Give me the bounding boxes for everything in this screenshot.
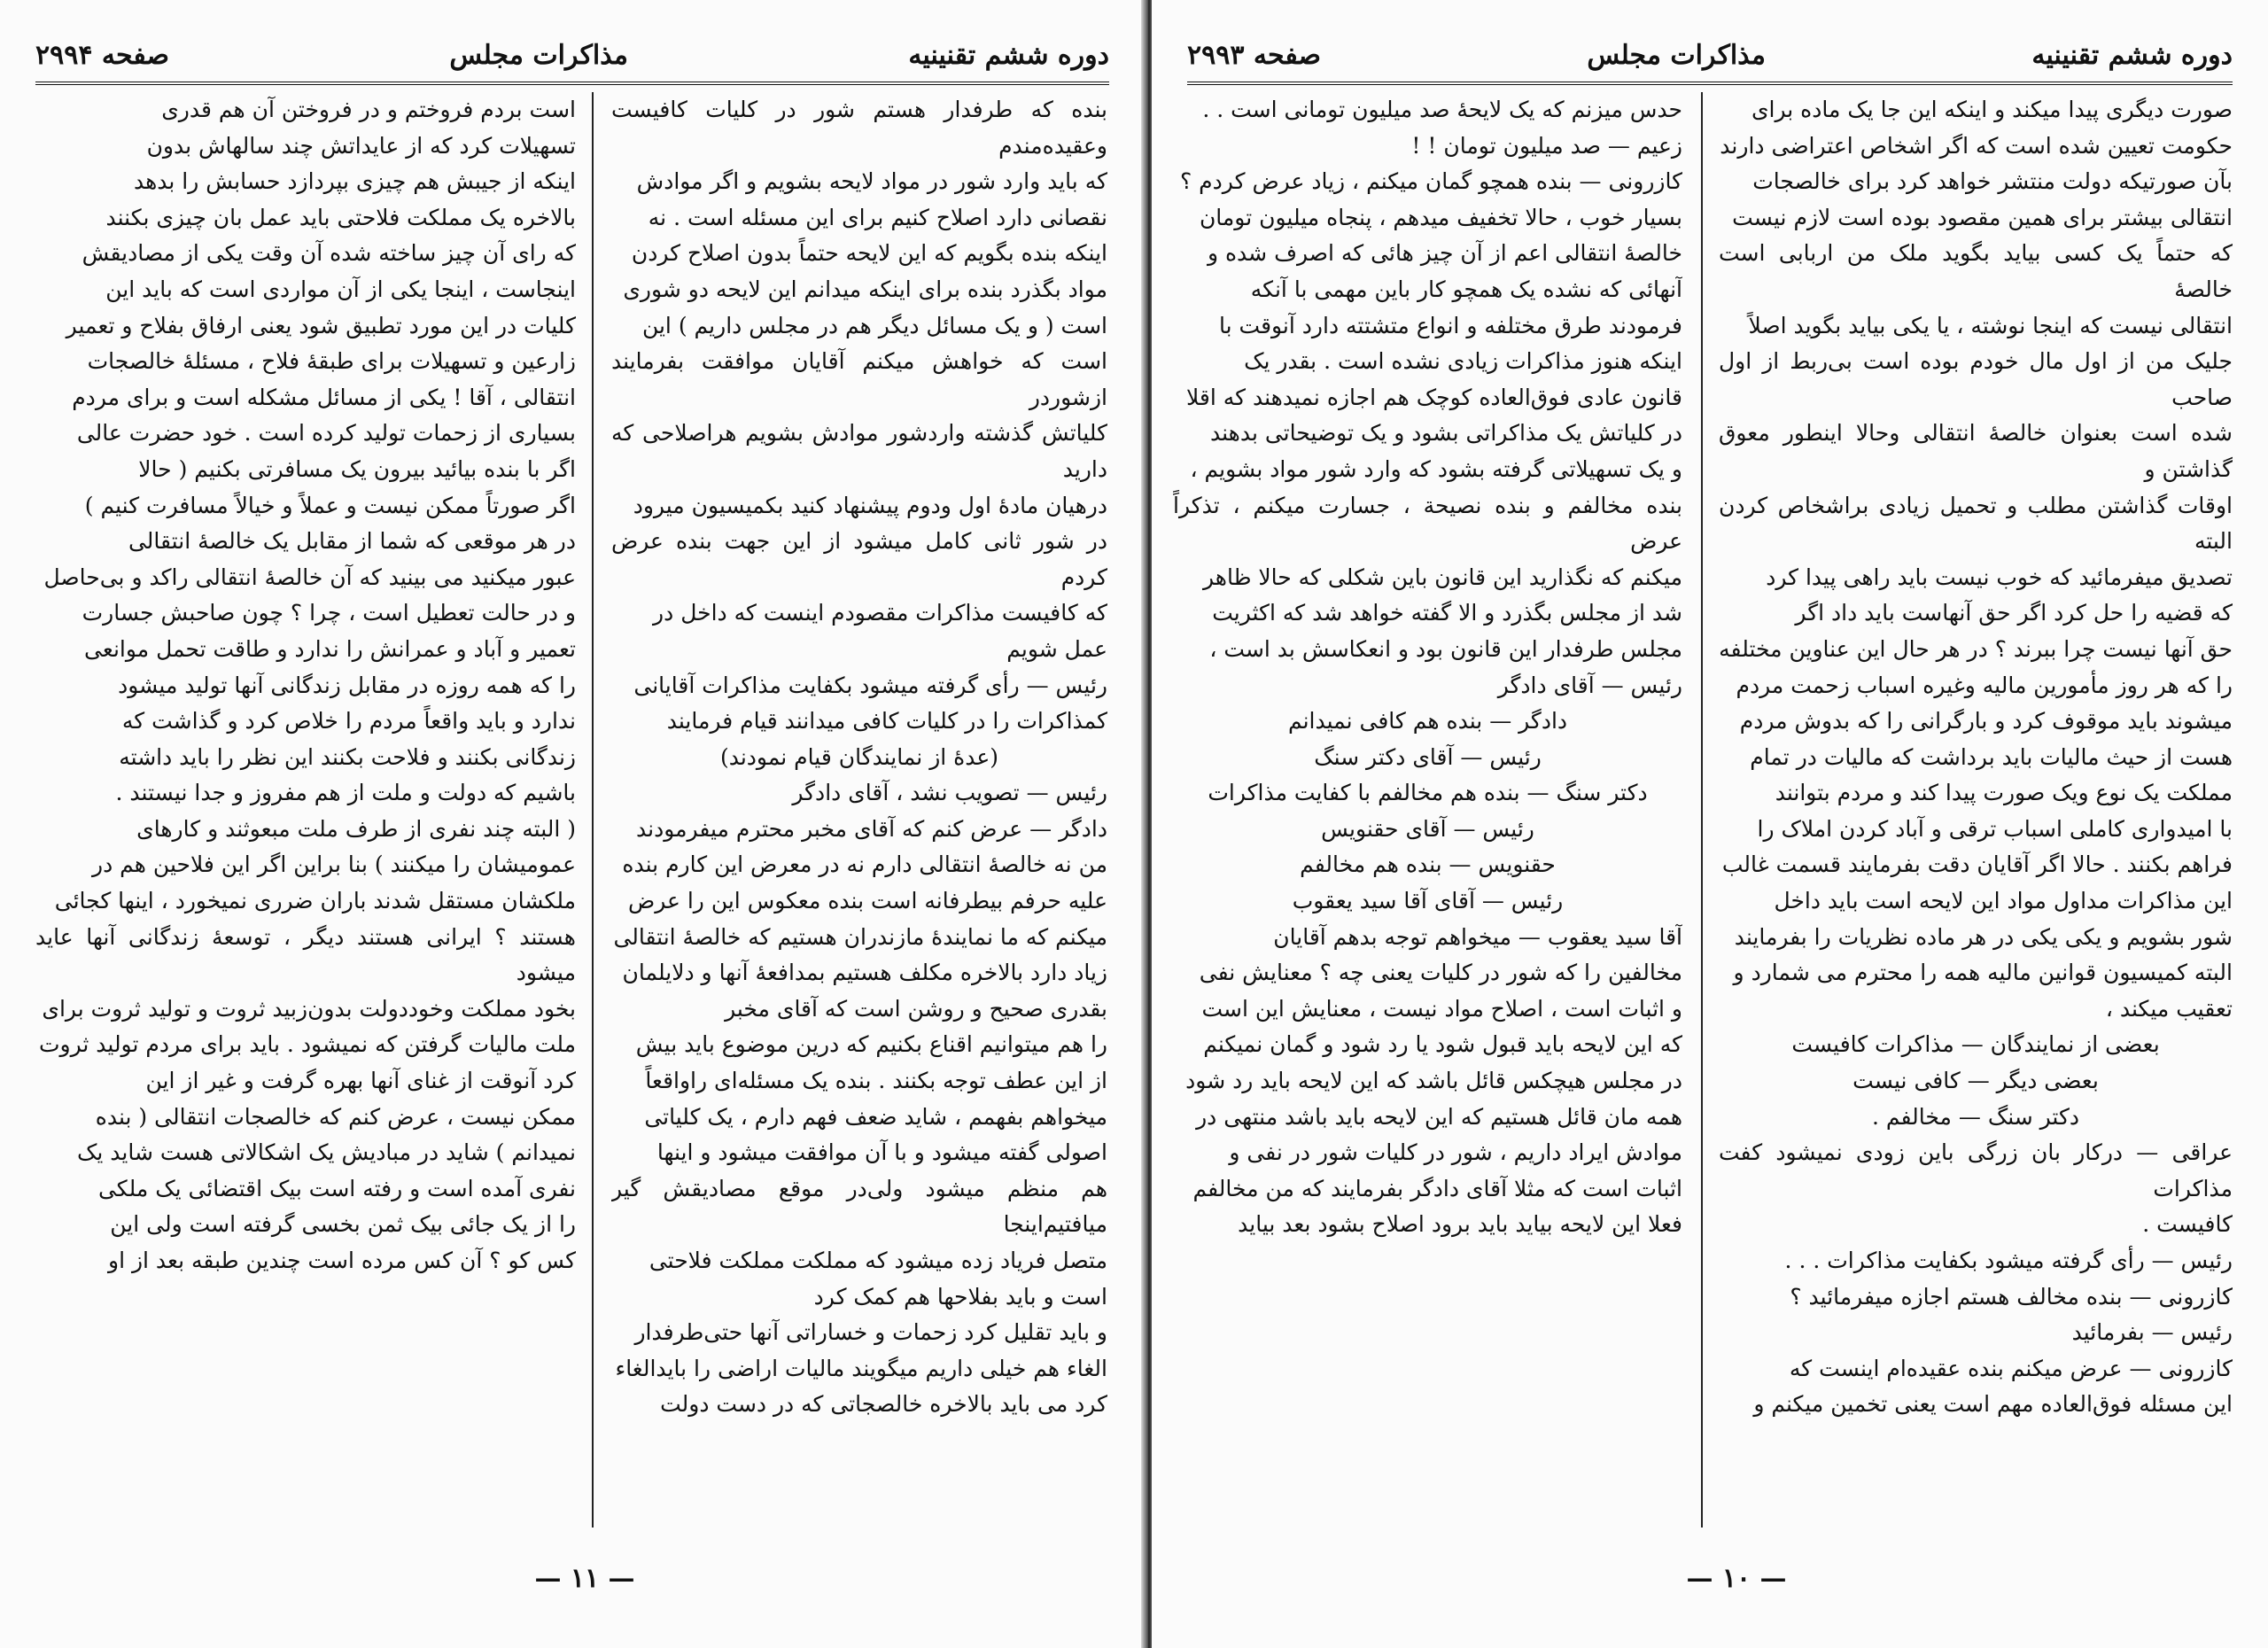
- text-line: بنده که طرفدار هستم شور در کلیات کافیست وعقیده‌مندم: [611, 97, 1107, 159]
- left-page-number: صفحه ۲۹۹۴: [35, 39, 170, 71]
- text-line: کلیاتش گذشته واردشور موادش بشویم هراصلاحی که دارید: [611, 420, 1107, 482]
- text-line: ممکن نیست ، عرض کنم که خالصجات انتقالی ( بنده: [95, 1103, 576, 1130]
- right-page-footer: — ۱۰ —: [1686, 1563, 1787, 1594]
- text-line: و در حالت تعطیل است ، چرا ؟ چون صاحبش جسارت: [82, 600, 576, 626]
- text-line: عراقی — درکار بان زرگی باین زودی نمیشود کفت مذاکرات: [1719, 1139, 2233, 1201]
- text-line: اینکه هنوز مذاکرات زیادی نشده است . بقدر یک: [1244, 348, 1682, 375]
- text-line: را که هر روز مأمورین مالیه وغیره اسباب زحمت مردم: [1736, 672, 2233, 698]
- text-line: کازرونی — بنده مخالف هستم اجازه میفرمائید ؟: [1790, 1283, 2233, 1310]
- text-line: است و باید بفلاحها هم کمک کرد: [813, 1283, 1107, 1310]
- text-line: درهیان مادهٔ اول ودوم پیشنهاد کنید بکمیسیون میرود: [633, 492, 1107, 518]
- text-line: زیاد دارد بالاخره مکلف هستیم بمدافعهٔ آنها و دلایلمان: [622, 960, 1107, 986]
- text-line: جلیک من از اول مال خودم بوده است بی‌ربط از اول صاحب: [1719, 348, 2233, 410]
- text-line: در کلیاتش یک مذاکراتی بشود و یک توضیحاتی بدهند: [1209, 420, 1682, 447]
- text-line: اصولی گفته میشود و با آن موافقت میشود و اینها: [656, 1139, 1107, 1166]
- text-line: بعضی دیگر — کافی نیست: [1852, 1068, 2099, 1094]
- text-line: مجلس طرفدار این قانون بود و انعکاسش بد است ،: [1209, 635, 1682, 662]
- right-column-divider: [1701, 92, 1703, 1528]
- text-line: آقا سید یعقوب — میخواهم توجه بدهم آقایان: [1273, 923, 1682, 950]
- text-line: اینکه بنده بگویم که این لایحه حتماً بدون اصلاح کردن: [631, 240, 1107, 267]
- left-column-divider: [592, 92, 594, 1528]
- text-line: الغاء هم خیلی داریم میگویند مالیات اراضی را بایدالغاء: [615, 1355, 1107, 1381]
- text-line: تعقیب میکند ،: [2105, 995, 2233, 1022]
- text-line: اثبات است که مثلا آقای دادگر بفرمایند که من مخالفم: [1192, 1175, 1682, 1201]
- text-line: رئیس — رأی گرفته میشود بکفایت مذاکرات آقایانی: [633, 672, 1107, 698]
- text-line: بعضی از نمایندگان — مذاکرات کافیست: [1791, 1031, 2160, 1058]
- text-line: شور بشویم و یکی یکی در هر ماده نظریات را بفرمایند: [1734, 923, 2233, 950]
- right-session-label: دوره ششم تقنینیه: [2031, 39, 2233, 71]
- text-line: رئیس — آقای آقا سید یعقوب: [1292, 888, 1564, 914]
- text-line: کمذاکرات را در کلیات کافی میدانند قیام فرمایند: [666, 708, 1107, 735]
- left-page-footer: — ۱۱ —: [534, 1563, 635, 1594]
- text-line: هم منظم میشود ولی‌در موقع مصادیقش گیر میافتیم‌اینجا: [611, 1175, 1107, 1238]
- text-line: بآن صورتیکه دولت منتشر خواهد کرد برای خالصجات: [1752, 168, 2233, 195]
- text-line: زندگانی بکنند و فلاحت بکنند این نظر را باید داشته: [119, 743, 576, 770]
- text-line: بقدری صحیح و روشن است که آقای مخبر: [725, 995, 1107, 1022]
- right-header-rule: [1187, 82, 2233, 85]
- text-line: فعلا این لایحه بیاید باید برود اصلاح بشود بعد بیاید: [1238, 1211, 1682, 1238]
- text-line: تصدیق میفرمائید که خوب نیست باید راهی پیدا کرد: [1766, 564, 2233, 590]
- text-line: که باید وارد شور در مواد لایحه بشویم و اگر موادش: [636, 168, 1107, 195]
- text-line: آنهائی که نشده یک همچو کار باین مهمی با آنکه: [1250, 276, 1682, 302]
- text-line: رئیس — آقای دکتر سنگ: [1314, 743, 1542, 770]
- text-line: رئیس — رأی گرفته میشود بکفایت مذاکرات . . .: [1784, 1248, 2233, 1273]
- text-line: کلیات در این مورد تطبیق شود یعنی ارفاق بفلاح و تعمیر: [66, 312, 576, 338]
- text-line: عبور میکنید می بینید که آن خالصهٔ انتقالی راکد و بی‌حاصل: [43, 564, 576, 590]
- text-line: هستند ؟ ایرانی هستند دیگر ، توسعهٔ زندگانی آنها عاید میشود: [35, 923, 576, 986]
- text-line: خالصهٔ انتقالی اعم از آن چیز هائی که اصرف شده و: [1207, 240, 1682, 267]
- text-line: با امیدواری کاملی اسباب ترقی و آباد کردن املاک را: [1757, 815, 2233, 842]
- text-line: است بردم فروختم و در فروختن آن هم قدری: [161, 97, 576, 122]
- text-line: که قضیه را حل کرد اگر حق آنهاست باید داد اگر: [1795, 600, 2233, 626]
- text-line: رئیس — بفرمائید: [2071, 1319, 2233, 1346]
- text-line: رئیس — آقای دادگر: [1497, 672, 1682, 698]
- text-line: صورت دیگری پیدا میکند و اینکه این جا یک ماده برای: [1751, 97, 2233, 122]
- text-line: بالاخره یک مملکت فلاحتی باید عمل بان چیزی بکنند: [105, 204, 576, 230]
- text-line: را از یک جائی بیک ثمن بخسی گرفته است ولی این: [110, 1211, 576, 1238]
- text-line: رئیس — آقای حقنویس: [1321, 815, 1534, 842]
- text-line: بنده مخالفم و بنده نصیحة ، جسارت میکنم ، تذکراً عرض: [1173, 492, 1682, 555]
- text-line: میکنم که نگذارید این قانون باین شکلی که حالا ظاهر: [1202, 564, 1682, 590]
- text-line: میکنم که ما نمایندهٔ مازندران هستیم که خالصهٔ انتقالی: [613, 923, 1107, 950]
- text-line: شده است بعنوان خالصهٔ انتقالی وحالا اینطور معوق گذاشتن و: [1719, 420, 2233, 482]
- text-line: علیه حرفم بیطرفانه است بنده معکوس این را عرض: [627, 888, 1107, 914]
- left-page-title: مذاکرات مجلس: [449, 39, 628, 71]
- text-line: کازرونی — عرض میکنم بنده عقیده‌ام اینست که: [1789, 1355, 2233, 1381]
- text-line: دکتر سنگ — مخالفم .: [1871, 1103, 2080, 1130]
- text-line: را که همه روزه در مقابل زندگانی آنها تولید میشود: [118, 672, 576, 698]
- text-line: از این عطف توجه بکنند . بنده یک مسئله‌ای راواقعاً: [645, 1068, 1107, 1094]
- text-line: شد از مجلس بگذرد و الا گفته خواهد شد که اکثریت: [1212, 600, 1682, 626]
- text-line: قانون عادی فوق‌العاده کوچک هم اجازه نمیدهند که اقلا: [1185, 384, 1682, 410]
- text-line: که رای آن چیز ساخته شده آن وقت یکی از مصادیقش: [82, 240, 576, 267]
- text-line: بسیاری از زحمات تولید کرده است . خود حضرت عالی: [76, 420, 576, 447]
- text-line: زارعین و تسهیلات برای طبقهٔ فلاح ، مسئلهٔ خالصجات: [87, 348, 576, 375]
- text-line: حدس میزنم که یک لایحهٔ صد میلیون تومانی است . .: [1202, 97, 1682, 122]
- text-line: تسهیلات کرد که از عایداتش چند سالهاش بدون: [146, 132, 576, 159]
- text-line: کافیست .: [2142, 1211, 2233, 1238]
- text-line: (عدهٔ از نمایندگان قیام نمودند): [719, 743, 999, 770]
- text-line: کرد آنوقت از غنای آنها بهره گرفت و غیر از این: [145, 1068, 576, 1094]
- text-line: فراهم بکنند . حالا اگر آقایان دقت بفرمایند قسمت غالب: [1721, 851, 2233, 878]
- text-line: هست از حیث مالیات باید برداشت که مالیات در تمام: [1750, 743, 2233, 770]
- left-page-header: [35, 30, 1109, 80]
- text-line: این مذاکرات مداول مواد این لایحه است باید داخل: [1774, 888, 2233, 914]
- text-line: در هر موقعی که شما از مقابل یک خالصهٔ انتقالی: [128, 528, 576, 555]
- right-page-header: [1187, 30, 2233, 80]
- text-line: مملکت یک نوع ویک صورت پیدا کند و مردم بتوانند: [1775, 780, 2233, 806]
- text-line: همه مان قائل هستیم که این لایحه باید باشد منتهی در: [1196, 1103, 1682, 1130]
- text-line: انتقالی بیشتر برای همین مقصود بوده است لازم نیست: [1732, 204, 2233, 230]
- left-session-label: دوره ششم تقنینیه: [908, 39, 1109, 71]
- text-line: اگر صورتاً ممکن نیست و عملاً و خیالاً مسافرت کنیم ): [84, 492, 576, 518]
- text-line: اینجاست ، اینجا یکی از آن مواردی است که باید این: [105, 276, 576, 302]
- text-line: ملکشان مستقل شدند باران ضرری نمیخورد ، اینها کجائی: [54, 888, 576, 914]
- text-line: من نه خالصهٔ انتقالی دارم نه در معرض این کارم بنده: [622, 851, 1107, 878]
- right-page-title: مذاکرات مجلس: [1587, 39, 1766, 71]
- text-line: فرمودند طرق مختلفه و انواع متشتته دارد آنوقت با: [1219, 312, 1682, 338]
- text-line: عمل شویم: [1006, 635, 1107, 662]
- text-line: ملت مالیات گرفتن که نمیشود . باید برای مردم تولید ثروت: [38, 1031, 576, 1058]
- text-line: موادش ایراد داریم ، شور در کلیات شور در نفی و: [1229, 1139, 1682, 1166]
- text-line: حکومت تعیین شده است که اگر اشخاص اعتراضی دارند: [1720, 132, 2233, 159]
- right-page-right-column: [1719, 92, 2233, 1536]
- text-line: نمیدانم ) شاید در مبادیش یک اشکالاتی هست شاید یک: [77, 1139, 576, 1166]
- text-line: نقصانی دارد اصلاح کنیم برای این مسئله است . نه: [648, 204, 1107, 230]
- text-line: زعیم — صد میلیون تومان ! !: [1411, 132, 1682, 159]
- text-line: در مجلس هیچکس قائل باشد که این لایحه باید رد شود: [1185, 1068, 1682, 1094]
- text-line: کس کو ؟ آن کس مرده است چندین طبقه بعد از او: [108, 1248, 576, 1273]
- text-line: مواد بگذرد بنده برای اینکه میدانم این لایحه دو شوری: [623, 276, 1107, 302]
- text-line: دادگر — بنده هم کافی نمیدانم: [1287, 708, 1568, 735]
- text-line: باشیم که دولت و ملت از هم مفروز و جدا نیستند .: [115, 780, 576, 806]
- text-line: انتقالی نیست که اینجا نوشته ، یا یکی بیاید بگوید اصلاً: [1748, 312, 2233, 338]
- text-line: حق آنها نیست چرا ببرند ؟ در هر حال این عناوین مختلفه: [1719, 635, 2233, 662]
- text-line: بخود مملکت وخوددولت بدون‌زبید ثروت و تولید ثروت برای: [42, 995, 576, 1022]
- text-line: کازرونی — بنده همچو گمان میکنم ، زیاد عرض کردم ؟: [1179, 168, 1682, 195]
- text-line: حقنویس — بنده هم مخالفم: [1300, 851, 1556, 878]
- text-line: اگر با بنده بیائید بیرون یک مسافرتی بکنیم ( حالا: [138, 455, 576, 482]
- right-page-left-column: [1173, 92, 1682, 1536]
- text-line: دادگر — عرض کنم که آقای مخبر محترم میفرمودند: [636, 815, 1107, 842]
- text-line: است که خواهش میکنم آقایان موافقت بفرمایند ازشوردر: [611, 348, 1107, 410]
- text-line: و باید تقلیل کرد زحمات و خساراتی آنها حتی‌طرفدار: [634, 1319, 1107, 1346]
- text-line: و اثبات است ، اصلاح مواد نیست ، معنایش این است: [1201, 995, 1682, 1022]
- left-page-left-column: [35, 92, 576, 1536]
- left-header-rule: [35, 82, 1109, 85]
- text-line: که کافیست مذاکرات مقصودم اینست که داخل در: [653, 600, 1107, 626]
- text-line: است ( و یک مسائل دیگر هم در مجلس داریم ) این: [641, 312, 1107, 338]
- text-line: دکتر سنگ — بنده هم مخالفم با کفایت مذاکرات: [1208, 780, 1648, 806]
- text-line: ( البته چند نفری از طرف ملت مبعوثند و کارهای: [136, 815, 576, 842]
- text-line: در شور ثانی کامل میشود از این جهت بنده عرض کردم: [611, 528, 1107, 590]
- text-line: که حتماً یک کسی بیاید بگوید ملک من اربابی است خالصهٔ: [1719, 240, 2233, 302]
- text-line: اینکه از جیبش هم چیزی بپردازد حسابش را بدهد: [133, 168, 576, 195]
- text-line: متصل فریاد زده میشود که مملکت مملکت فلاحتی: [649, 1248, 1107, 1273]
- text-line: تعمیر و آباد و عمرانش را ندارد و طاقت تحمل موانعی: [84, 635, 576, 662]
- right-page-number: صفحه ۲۹۹۳: [1187, 39, 1322, 71]
- left-page-right-column: [611, 92, 1107, 1536]
- text-line: و یک تسهیلاتی گرفته بشود که وارد شور مواد بشویم ،: [1190, 455, 1682, 482]
- text-line: را هم میتوانیم اقناع بکنیم که درین موضوع باید بیش: [635, 1031, 1107, 1058]
- text-line: عمومیشان را میکنند ) بنا براین اگر این فلاحین هم در: [92, 851, 576, 878]
- text-line: اوقات گذاشتن مطلب و تحمیل زیادی براشخاص کردن البته: [1719, 492, 2233, 555]
- text-line: کرد می باید بالاخره خالصجاتی که در دست دولت: [660, 1391, 1107, 1418]
- text-line: انتقالی ، آقا ! یکی از مسائل مشکله است و برای مردم: [72, 384, 576, 410]
- text-line: بسیار خوب ، حالا تخفیف میدهم ، پنجاه میلیون تومان: [1199, 204, 1682, 230]
- right-page: [1152, 0, 2268, 1648]
- text-line: که این لایحه باید قبول شود یا رد شود و گمان نمیکنم: [1203, 1031, 1682, 1058]
- text-line: رئیس — تصویب نشد ، آقای دادگر: [792, 780, 1107, 806]
- text-line: نفری آمده است و رفته است بیک اقتضائی یک ملکی: [97, 1175, 576, 1201]
- text-line: البته کمیسیون قوانین مالیه همه را محترم می شمارد و: [1733, 960, 2233, 986]
- text-line: مخالفین را که شور در کلیات یعنی چه ؟ معنایش نفی: [1199, 960, 1682, 986]
- text-line: این مسئله فوق‌العاده مهم است یعنی تخمین میکنم و: [1753, 1391, 2233, 1418]
- text-line: ندارد و باید واقعاً مردم را خلاص کرد و گذاشت که: [121, 708, 576, 735]
- text-line: میخواهم بفهمم ، شاید ضعف فهم دارم ، یک کلیاتی: [644, 1103, 1107, 1130]
- text-line: میشوند باید موقوف کرد و بارگرانی را که بدوش مردم: [1739, 708, 2233, 735]
